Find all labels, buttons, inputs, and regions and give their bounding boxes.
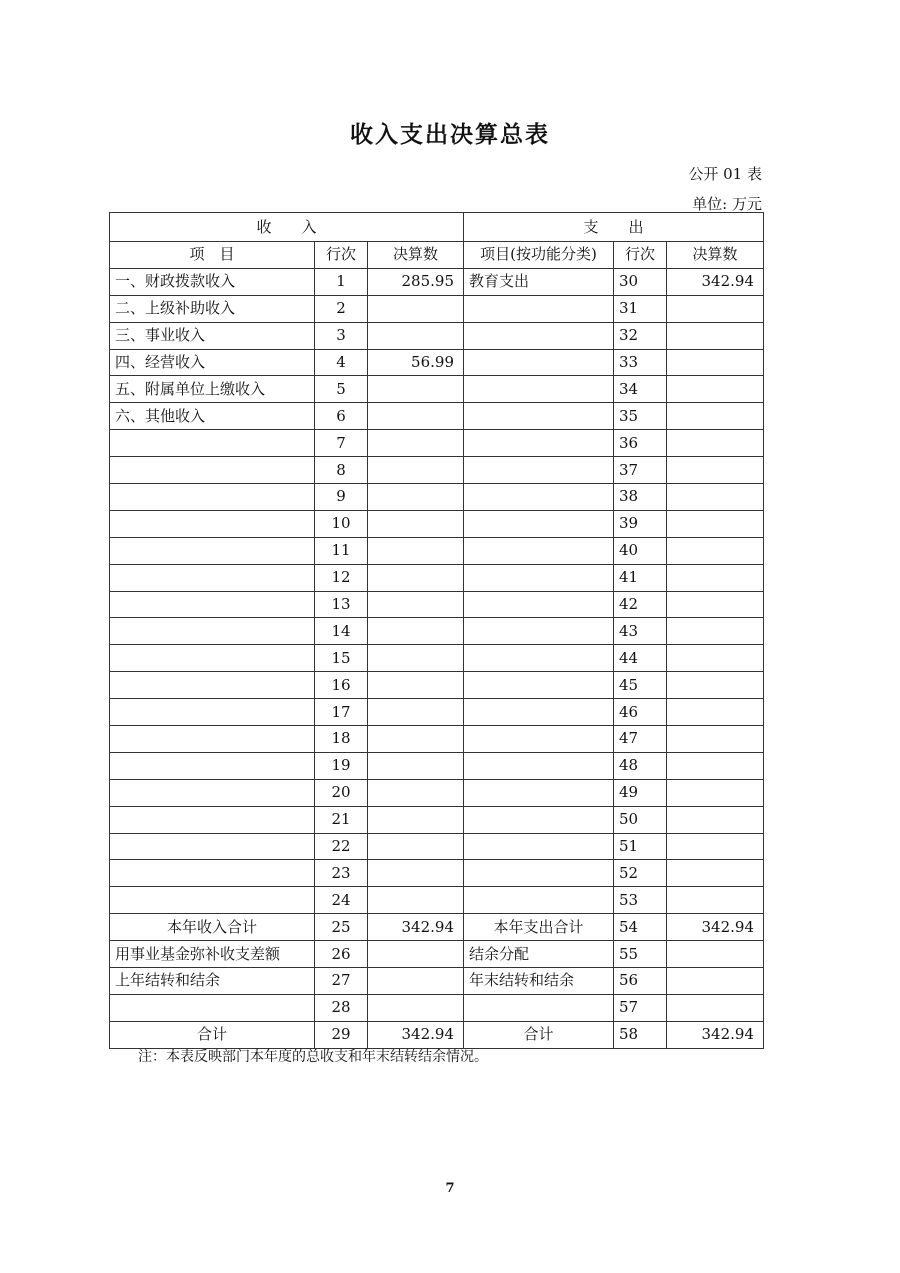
expense-row-no-cell: 49 [614,779,667,806]
income-item-cell [110,645,315,672]
income-item-cell: 用事业基金弥补收支差额 [110,941,315,968]
expense-item-cell [464,699,614,726]
income-item-cell [110,430,315,457]
income-row-no-cell: 14 [315,618,368,645]
expense-amount-cell [667,564,764,591]
expense-amount-cell [667,752,764,779]
expense-amount-cell [667,430,764,457]
income-amount-header: 决算数 [368,242,464,269]
expense-item-cell [464,484,614,511]
income-row-no-cell: 9 [315,484,368,511]
income-row-no-cell: 7 [315,430,368,457]
table-row [110,484,764,511]
expense-amount-cell [667,537,764,564]
expense-amount-cell: 342.94 [667,914,764,941]
income-item-cell [110,510,315,537]
table-row [110,591,764,618]
income-amount-cell [368,968,464,995]
expense-row-no-cell: 37 [614,457,667,484]
expense-row-no-cell: 47 [614,726,667,753]
table-row [110,510,764,537]
income-amount-cell [368,672,464,699]
expense-row-no-cell: 48 [614,752,667,779]
income-item-cell [110,806,315,833]
income-item-cell [110,591,315,618]
income-row-no-header: 行次 [315,242,368,269]
expense-amount-cell [667,618,764,645]
expense-item-cell: 合计 [464,1021,614,1048]
income-amount-cell [368,887,464,914]
expense-row-no-cell: 56 [614,968,667,995]
income-item-cell: 五、附属单位上缴收入 [110,376,315,403]
income-item-cell [110,779,315,806]
expense-item-cell [464,564,614,591]
expense-item-cell: 结余分配 [464,941,614,968]
expense-item-cell [464,349,614,376]
table-row [110,349,764,376]
income-item-cell [110,618,315,645]
income-row-no-cell: 17 [315,699,368,726]
income-amount-cell [368,645,464,672]
income-row-no-cell: 22 [315,833,368,860]
expense-item-cell [464,591,614,618]
income-item-cell [110,699,315,726]
expense-amount-cell [667,295,764,322]
expense-item-header: 项目(按功能分类) [464,242,614,269]
income-item-cell: 上年结转和结余 [110,968,315,995]
expense-amount-cell [667,349,764,376]
expense-amount-cell [667,510,764,537]
income-row-no-cell: 16 [315,672,368,699]
income-item-cell [110,484,315,511]
expense-row-no-cell: 53 [614,887,667,914]
income-row-no-cell: 2 [315,295,368,322]
form-code: 公开 01 表 [688,165,762,183]
expense-amount-cell [667,860,764,887]
expense-amount-cell [667,968,764,995]
table-row [110,403,764,430]
income-item-cell [110,726,315,753]
expense-item-cell [464,403,614,430]
expense-item-cell [464,457,614,484]
income-amount-cell [368,752,464,779]
table-row [110,914,764,941]
expense-item-cell: 教育支出 [464,268,614,295]
table-row [110,726,764,753]
income-item-cell [110,833,315,860]
expense-row-no-cell: 46 [614,699,667,726]
income-row-no-cell: 21 [315,806,368,833]
expense-item-cell [464,295,614,322]
expense-item-cell [464,537,614,564]
income-row-no-cell: 15 [315,645,368,672]
expense-amount-cell [667,457,764,484]
expense-item-cell [464,618,614,645]
expense-amount-cell [667,806,764,833]
table-row [110,564,764,591]
expense-amount-cell [667,699,764,726]
table-row [110,618,764,645]
income-item-cell: 三、事业收入 [110,322,315,349]
expense-amount-cell [667,484,764,511]
income-item-cell: 本年收入合计 [110,914,315,941]
income-row-no-cell: 29 [315,1021,368,1048]
expense-amount-cell [667,941,764,968]
income-item-cell [110,672,315,699]
income-item-cell [110,994,315,1021]
table-row [110,887,764,914]
income-amount-cell [368,322,464,349]
expense-amount-cell [667,591,764,618]
expense-amount-cell [667,994,764,1021]
income-amount-cell [368,726,464,753]
income-item-cell: 一、财政拨款收入 [110,268,315,295]
income-amount-cell [368,618,464,645]
table-row [110,376,764,403]
table-row [110,699,764,726]
expense-item-cell [464,645,614,672]
income-item-cell: 二、上级补助收入 [110,295,315,322]
income-expense-table [109,212,764,1049]
income-row-no-cell: 25 [315,914,368,941]
income-row-no-cell: 28 [315,994,368,1021]
income-amount-cell [368,430,464,457]
expense-row-no-cell: 58 [614,1021,667,1048]
income-item-cell: 四、经营收入 [110,349,315,376]
expense-amount-cell [667,645,764,672]
expense-row-no-cell: 52 [614,860,667,887]
expense-amount-cell [667,779,764,806]
income-row-no-cell: 26 [315,941,368,968]
income-amount-cell [368,941,464,968]
expense-amount-cell [667,887,764,914]
expense-item-cell [464,322,614,349]
table-row [110,322,764,349]
expense-row-no-cell: 44 [614,645,667,672]
expense-row-no-cell: 45 [614,672,667,699]
footnote: 注：本表反映部门本年度的总收支和年末结转结余情况。 [138,1049,488,1065]
income-amount-cell [368,484,464,511]
expense-section-header: 支 出 [464,213,764,242]
income-row-no-cell: 4 [315,349,368,376]
expense-item-cell [464,672,614,699]
expense-row-no-cell: 50 [614,806,667,833]
expense-amount-cell: 342.94 [667,1021,764,1048]
table-row [110,941,764,968]
income-amount-cell [368,376,464,403]
expense-row-no-cell: 31 [614,295,667,322]
income-amount-cell [368,994,464,1021]
income-amount-cell [368,860,464,887]
expense-row-no-header: 行次 [614,242,667,269]
income-row-no-cell: 11 [315,537,368,564]
income-amount-cell [368,510,464,537]
income-row-no-cell: 8 [315,457,368,484]
income-row-no-cell: 13 [315,591,368,618]
income-amount-cell: 342.94 [368,1021,464,1048]
income-row-no-cell: 6 [315,403,368,430]
income-row-no-cell: 24 [315,887,368,914]
expense-amount-header: 决算数 [667,242,764,269]
column-header-row [110,242,764,269]
unit-label: 单位: 万元 [692,195,762,213]
expense-item-cell [464,833,614,860]
income-row-no-cell: 12 [315,564,368,591]
expense-amount-cell [667,376,764,403]
table-row [110,779,764,806]
expense-row-no-cell: 35 [614,403,667,430]
income-amount-cell: 285.95 [368,268,464,295]
income-row-no-cell: 19 [315,752,368,779]
income-row-no-cell: 23 [315,860,368,887]
income-row-no-cell: 1 [315,268,368,295]
table-row [110,537,764,564]
expense-row-no-cell: 40 [614,537,667,564]
income-amount-cell [368,779,464,806]
expense-item-cell [464,510,614,537]
section-header-row [110,213,764,242]
income-amount-cell [368,295,464,322]
income-section-header: 收 入 [110,213,464,242]
income-row-no-cell: 5 [315,376,368,403]
expense-row-no-cell: 32 [614,322,667,349]
expense-row-no-cell: 42 [614,591,667,618]
income-item-cell [110,887,315,914]
income-item-cell [110,860,315,887]
table-row [110,833,764,860]
expense-item-cell [464,887,614,914]
expense-item-cell [464,430,614,457]
expense-item-cell: 年末结转和结余 [464,968,614,995]
expense-amount-cell [667,672,764,699]
income-amount-cell: 56.99 [368,349,464,376]
expense-item-cell [464,860,614,887]
income-amount-cell [368,537,464,564]
expense-amount-cell [667,833,764,860]
table-row [110,1021,764,1048]
table-row [110,268,764,295]
table-row [110,860,764,887]
table-row [110,645,764,672]
income-amount-cell [368,699,464,726]
income-item-cell: 六、其他收入 [110,403,315,430]
income-amount-cell: 342.94 [368,914,464,941]
income-item-cell [110,457,315,484]
expense-row-no-cell: 36 [614,430,667,457]
expense-row-no-cell: 34 [614,376,667,403]
expense-row-no-cell: 41 [614,564,667,591]
table-row [110,968,764,995]
income-item-cell: 合计 [110,1021,315,1048]
table-row [110,994,764,1021]
expense-amount-cell [667,726,764,753]
income-item-cell [110,564,315,591]
expense-item-cell [464,779,614,806]
expense-item-cell [464,752,614,779]
income-row-no-cell: 18 [315,726,368,753]
table-row [110,672,764,699]
expense-row-no-cell: 30 [614,268,667,295]
expense-amount-cell: 342.94 [667,268,764,295]
income-item-cell [110,752,315,779]
expense-item-cell [464,806,614,833]
expense-row-no-cell: 55 [614,941,667,968]
expense-item-cell [464,994,614,1021]
income-amount-cell [368,833,464,860]
table-row [110,295,764,322]
expense-item-cell: 本年支出合计 [464,914,614,941]
income-amount-cell [368,806,464,833]
expense-row-no-cell: 51 [614,833,667,860]
income-amount-cell [368,403,464,430]
income-item-header: 项 目 [110,242,315,269]
expense-row-no-cell: 57 [614,994,667,1021]
income-amount-cell [368,564,464,591]
expense-row-no-cell: 54 [614,914,667,941]
expense-row-no-cell: 33 [614,349,667,376]
income-amount-cell [368,457,464,484]
income-item-cell [110,537,315,564]
income-amount-cell [368,591,464,618]
expense-row-no-cell: 38 [614,484,667,511]
page-number: 7 [445,1181,455,1196]
expense-amount-cell [667,403,764,430]
expense-item-cell [464,726,614,753]
expense-row-no-cell: 43 [614,618,667,645]
table-row [110,457,764,484]
table-row [110,430,764,457]
expense-amount-cell [667,322,764,349]
table-row [110,752,764,779]
income-row-no-cell: 3 [315,322,368,349]
income-row-no-cell: 27 [315,968,368,995]
income-row-no-cell: 10 [315,510,368,537]
income-row-no-cell: 20 [315,779,368,806]
table-row [110,806,764,833]
page-title: 收入支出决算总表 [350,122,550,148]
expense-row-no-cell: 39 [614,510,667,537]
expense-item-cell [464,376,614,403]
